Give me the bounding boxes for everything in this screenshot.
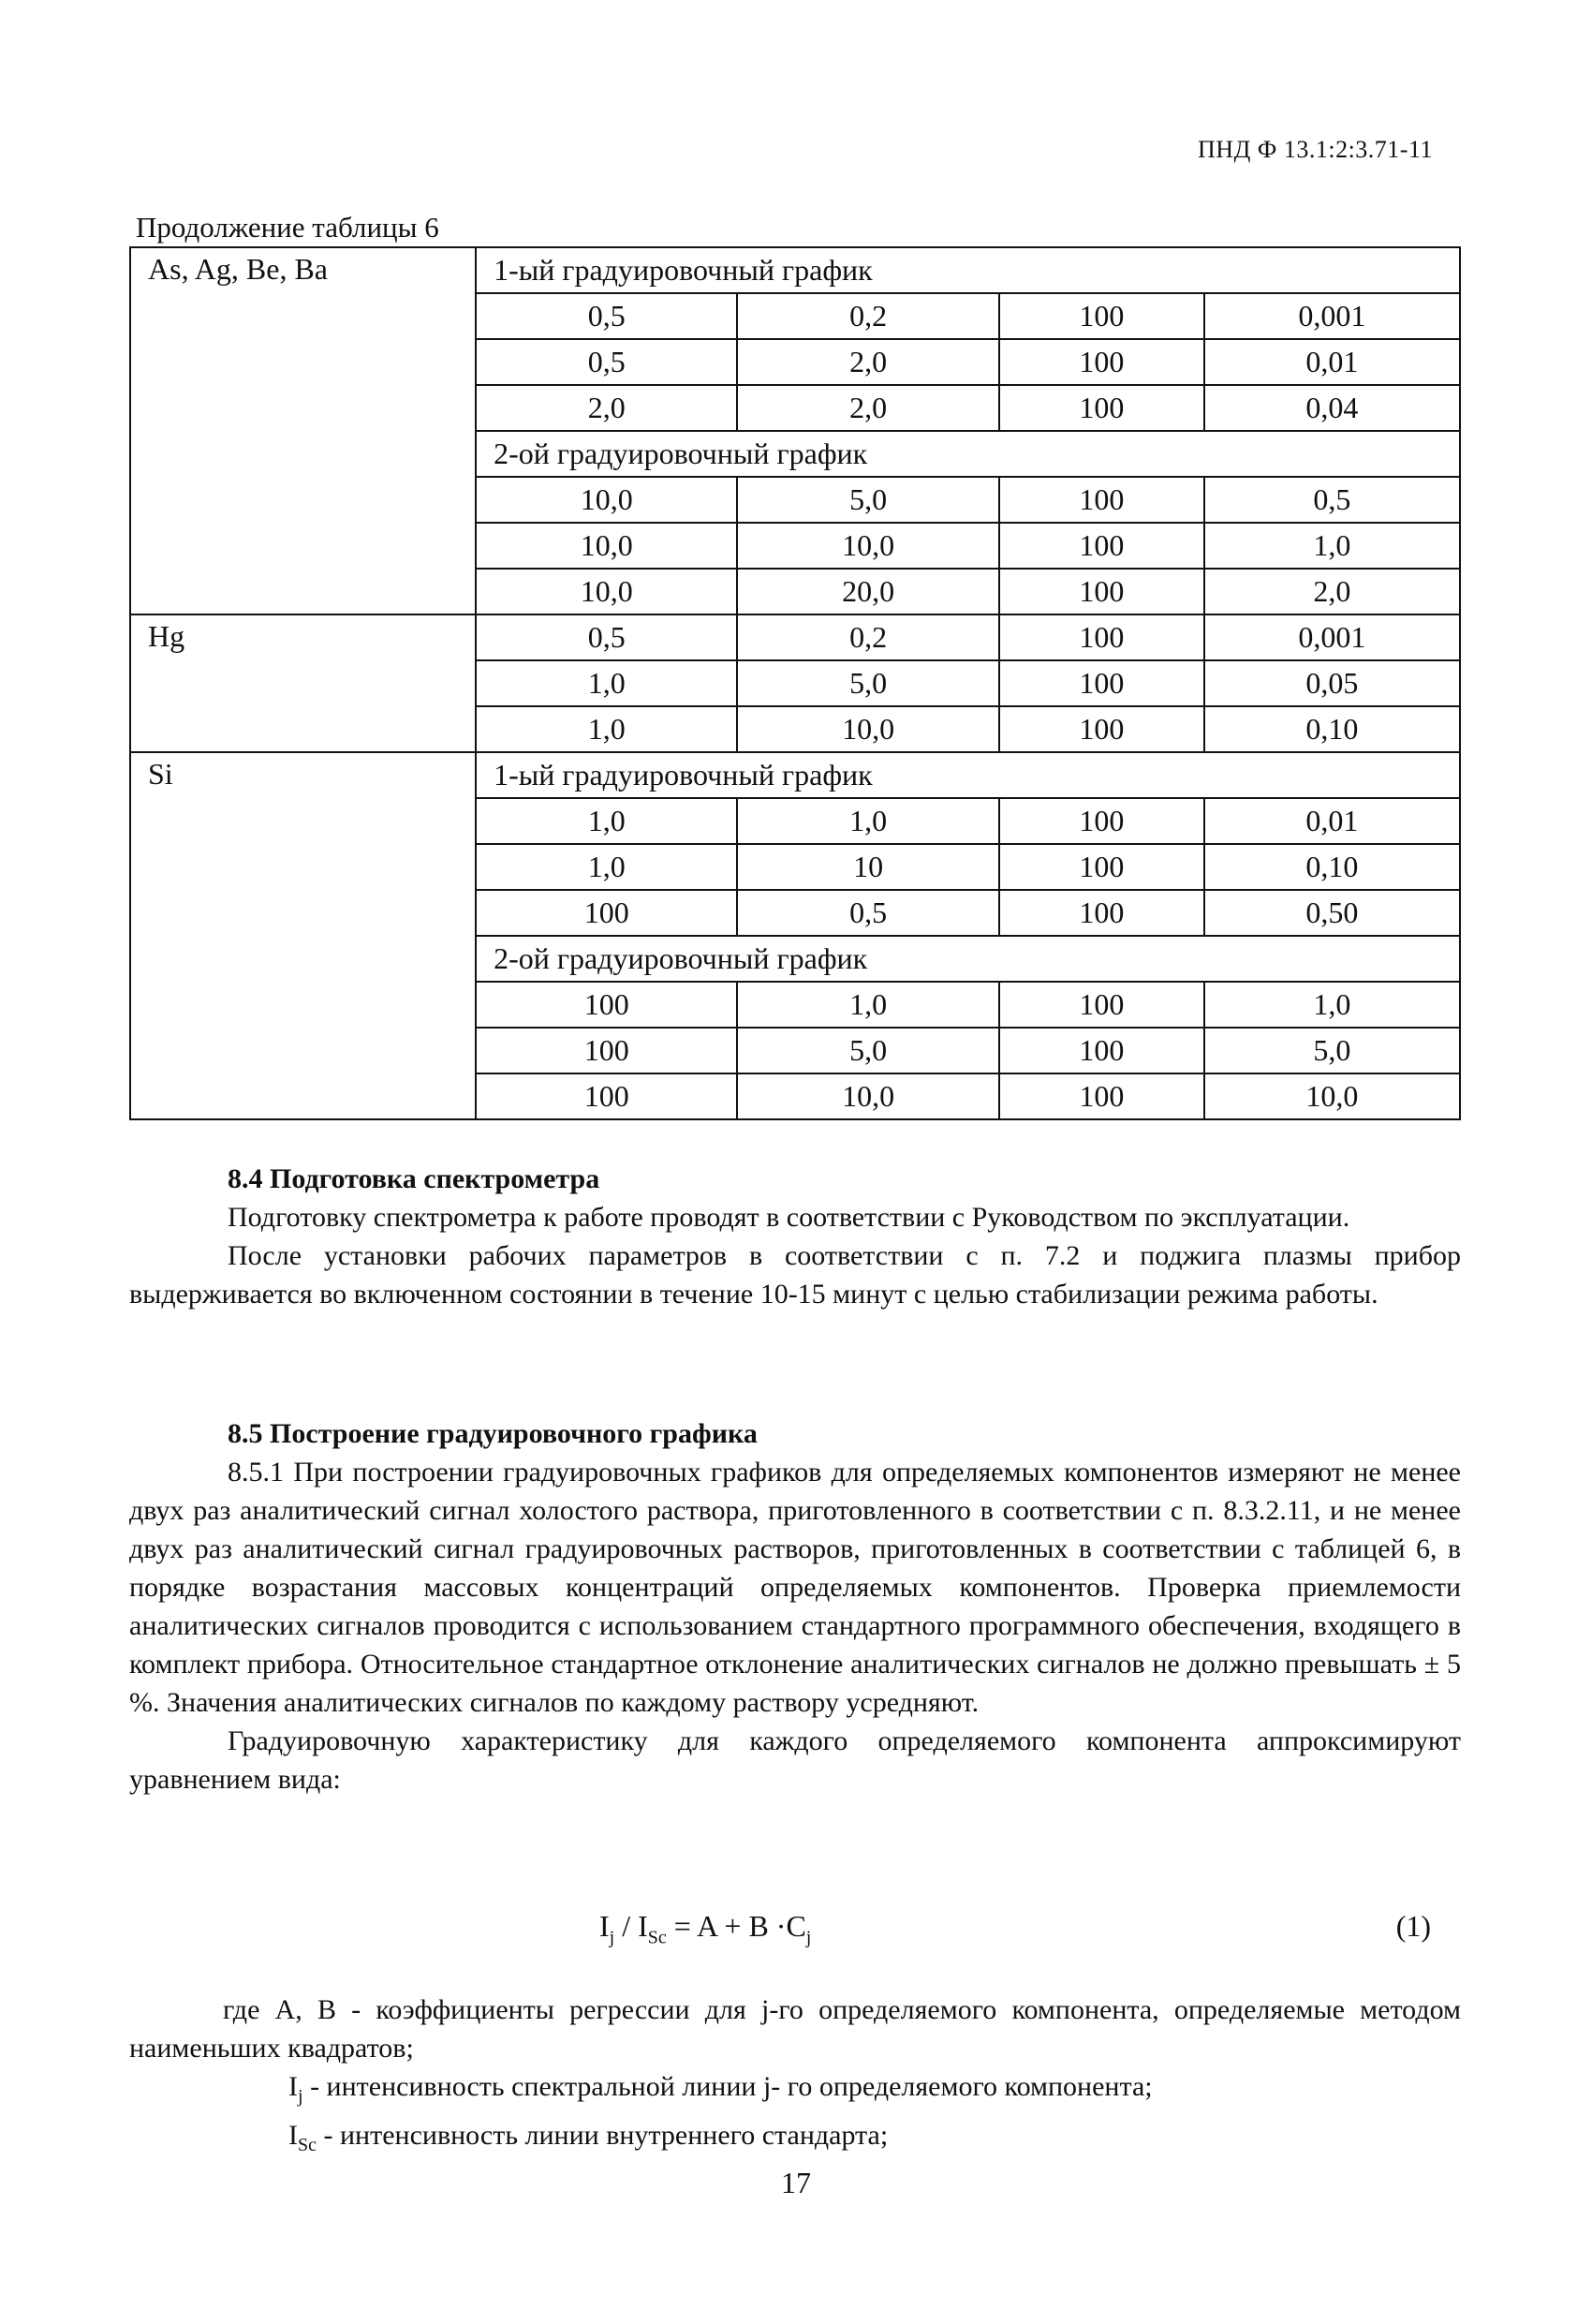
value-cell: 100: [999, 523, 1204, 569]
value-cell: 5,0: [737, 477, 998, 523]
section-8-4-paragraph-1: Подготовку спектрометра к работе проводят в соответствии с Руководством по эксплуатации.: [228, 1202, 1350, 1233]
section-8-5-paragraph-2: Градуировочную характеристику для каждого определяемого компонента аппроксимируют уравнением вида:: [129, 1725, 1461, 1795]
value-cell: 1,0: [1204, 982, 1460, 1028]
value-cell: 10,0: [737, 706, 998, 752]
value-cell: 10,0: [476, 477, 737, 523]
section-8-5-paragraph-1: 8.5.1 При построении градуировочных графиков для определяемых компонентов измеряют не менее двух раз аналитический сигнал холостого раствора, приготовленного в соответствии с п. 8.3.2.11, и не менее двух раз аналитический сигнал градуировочных растворов, приготовленных в соответствии с таблицей 6, в порядке возрастания массовых концентраций определяемых компонентов. Проверка приемлемости аналитических сигналов проводится с использованием стандартного программного обеспечения, входящего в комплект прибора. Относительное стандартное отклонение аналитических сигналов не должно превышать ± 5 %. Значения аналитических сигналов по каждому раствору усредняют.: [129, 1457, 1461, 1718]
value-cell: 0,5: [476, 614, 737, 660]
value-cell: 0,5: [1204, 477, 1460, 523]
value-cell: 0,001: [1204, 614, 1460, 660]
value-cell: 100: [999, 477, 1204, 523]
value-cell: 100: [476, 1028, 737, 1073]
formula-expression: $I_j / I_{Sc} = A + B \cdot C_j$: [599, 1909, 812, 1948]
value-cell: 100: [999, 844, 1204, 890]
value-cell: 1,0: [737, 798, 998, 844]
value-cell: 1,0: [737, 982, 998, 1028]
value-cell: 2,0: [476, 385, 737, 431]
value-cell: 100: [999, 339, 1204, 385]
graph-label-cell: 2-ой градуировочный график: [476, 431, 1460, 477]
section-8-4: [129, 1160, 1461, 1313]
value-cell: 100: [476, 982, 737, 1028]
value-cell: 100: [999, 798, 1204, 844]
value-cell: 100: [476, 890, 737, 936]
element-cell: As, Ag, Be, Ba: [130, 247, 476, 614]
value-cell: 100: [999, 1073, 1204, 1119]
value-cell: 10,0: [737, 523, 998, 569]
section-8-5: [129, 1414, 1461, 1799]
value-cell: 100: [999, 660, 1204, 706]
value-cell: 5,0: [1204, 1028, 1460, 1073]
value-cell: 100: [999, 706, 1204, 752]
value-cell: 100: [999, 293, 1204, 339]
formula-number: (1): [1395, 1909, 1431, 1943]
value-cell: 1,0: [476, 844, 737, 890]
value-cell: 5,0: [737, 1028, 998, 1073]
table-caption: Продолжение таблицы 6: [136, 211, 439, 244]
value-cell: 0,01: [1204, 339, 1460, 385]
value-cell: 2,0: [737, 339, 998, 385]
section-8-5-heading: 8.5 Построение градуировочного графика: [228, 1418, 758, 1449]
value-cell: 100: [999, 614, 1204, 660]
graph-label-cell: 1-ый градуировочный график: [476, 752, 1460, 798]
value-cell: 0,5: [476, 293, 737, 339]
value-cell: 0,10: [1204, 844, 1460, 890]
value-cell: 2,0: [737, 385, 998, 431]
value-cell: 100: [476, 1073, 737, 1119]
definition-ij: $I_j$ - интенсивность спектральной линии j- го определяемого компонента;: [288, 2071, 1153, 2107]
value-cell: 1,0: [476, 660, 737, 706]
value-cell: 2,0: [1204, 569, 1460, 614]
value-cell: 10,0: [476, 569, 737, 614]
document-code: ПНД Ф 13.1:2:3.71-11: [1198, 136, 1433, 163]
value-cell: 1,0: [1204, 523, 1460, 569]
value-cell: 10: [737, 844, 998, 890]
value-cell: 0,50: [1204, 890, 1460, 936]
definition-coefficients: где A, B - коэффициенты регрессии для j-го определяемого компонента, определяемые методом наименьших квадратов;: [129, 1994, 1461, 2064]
graph-label-cell: 1-ый градуировочный график: [476, 247, 1460, 293]
value-cell: 10,0: [1204, 1073, 1460, 1119]
value-cell: 100: [999, 982, 1204, 1028]
table-row: [130, 752, 1460, 798]
table-row: [130, 247, 1460, 293]
definition-isc: $I_{Sc}$ - интенсивность линии внутреннего стандарта;: [288, 2120, 889, 2155]
page-number: 17: [781, 2166, 811, 2199]
calibration-table: [129, 246, 1461, 1120]
value-cell: 0,001: [1204, 293, 1460, 339]
value-cell: 10,0: [737, 1073, 998, 1119]
value-cell: 100: [999, 569, 1204, 614]
value-cell: 100: [999, 385, 1204, 431]
value-cell: 1,0: [476, 706, 737, 752]
section-8-4-paragraph-2: После установки рабочих параметров в соответствии с п. 7.2 и поджига плазмы прибор выдерживается во включенном состоянии в течение 10-15 минут с целью стабилизации режима работы.: [129, 1240, 1461, 1310]
value-cell: 5,0: [737, 660, 998, 706]
value-cell: 0,10: [1204, 706, 1460, 752]
element-cell: Si: [130, 752, 476, 1119]
value-cell: 10,0: [476, 523, 737, 569]
definitions: [129, 1991, 1461, 2165]
value-cell: 20,0: [737, 569, 998, 614]
value-cell: 0,5: [476, 339, 737, 385]
value-cell: 0,04: [1204, 385, 1460, 431]
table-row: [130, 614, 1460, 660]
element-cell: Hg: [130, 614, 476, 752]
value-cell: 0,5: [737, 890, 998, 936]
value-cell: 0,2: [737, 293, 998, 339]
value-cell: 0,2: [737, 614, 998, 660]
value-cell: 0,05: [1204, 660, 1460, 706]
value-cell: 100: [999, 890, 1204, 936]
value-cell: 0,01: [1204, 798, 1460, 844]
graph-label-cell: 2-ой градуировочный график: [476, 936, 1460, 982]
value-cell: 100: [999, 1028, 1204, 1073]
section-8-4-heading: 8.4 Подготовка спектрометра: [228, 1163, 600, 1194]
value-cell: 1,0: [476, 798, 737, 844]
